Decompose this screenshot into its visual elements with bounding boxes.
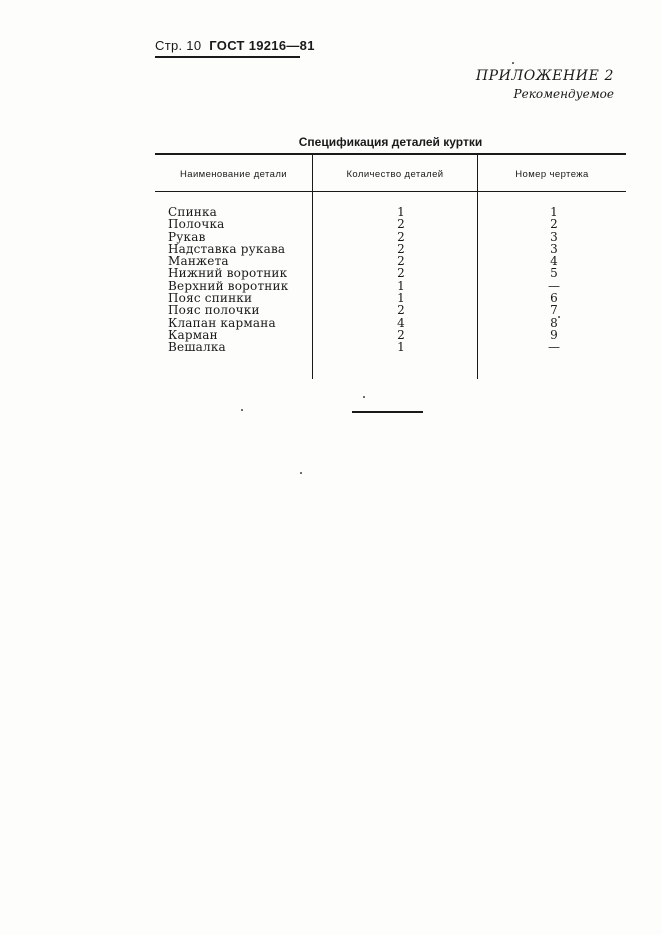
drawing-number: — [548, 340, 560, 355]
part-name: Вешалка [168, 340, 226, 355]
part-quantity: 2 [397, 303, 405, 318]
part-quantity: 4 [397, 315, 405, 330]
part-quantity: 1 [397, 291, 405, 306]
drawing-number: 3 [550, 241, 558, 256]
scan-speck [512, 62, 514, 64]
part-quantity: 2 [397, 327, 405, 342]
column-header-name: Наименование детали [180, 169, 287, 180]
part-quantity: 2 [397, 266, 405, 281]
drawing-number: 9 [550, 327, 558, 342]
part-name: Карман [168, 327, 218, 342]
part-quantity: 1 [397, 278, 405, 293]
table-row [155, 218, 626, 230]
drawing-number: 7 [550, 303, 558, 318]
part-name: Верхний воротник [168, 278, 289, 293]
drawing-number: 6 [550, 291, 558, 306]
part-name: Пояс спинки [168, 291, 253, 306]
table-body [155, 206, 626, 354]
part-name: Нижний воротник [168, 266, 288, 281]
standard-code: ГОСТ 19216—81 [209, 38, 315, 53]
part-name: Рукав [168, 229, 206, 244]
specification-table [155, 153, 626, 379]
part-name: Пояс полочки [168, 303, 260, 318]
drawing-number: 4 [550, 254, 558, 269]
scan-speck [241, 409, 243, 411]
drawing-number: 8 [550, 315, 558, 330]
page-header [155, 38, 315, 53]
part-name: Надставка рукава [168, 241, 286, 256]
table-title: Спецификация деталей куртки [298, 135, 483, 149]
table-header-rule [155, 191, 626, 192]
part-quantity: 2 [397, 241, 405, 256]
part-quantity: 2 [397, 217, 405, 232]
drawing-number: 2 [550, 217, 558, 232]
part-name: Полочка [168, 217, 225, 232]
page-number: Стр. 10 [155, 38, 202, 53]
table-row [155, 267, 626, 279]
appendix-subtitle: Рекомендуемое [513, 87, 614, 101]
scan-speck [558, 316, 560, 318]
appendix-title: ПРИЛОЖЕНИЕ 2 [475, 68, 614, 84]
end-of-section-rule [352, 411, 423, 413]
part-name: Манжета [168, 254, 229, 269]
column-header-drawing: Номер чертежа [515, 169, 589, 180]
scan-speck [300, 472, 302, 474]
part-name: Спинка [168, 205, 218, 219]
drawing-number: 1 [550, 205, 558, 219]
scan-speck [363, 396, 365, 398]
column-header-quantity: Количество деталей [346, 169, 444, 180]
part-name: Клапан кармана [168, 315, 276, 330]
table-top-rule [155, 153, 626, 155]
part-quantity: 1 [397, 340, 405, 355]
table-row [155, 304, 626, 316]
drawing-number: — [548, 278, 560, 293]
drawing-number: 5 [550, 266, 558, 281]
table-row [155, 341, 626, 353]
part-quantity: 2 [397, 254, 405, 269]
appendix-label [476, 68, 614, 101]
header-underline [155, 56, 300, 58]
drawing-number: 3 [550, 229, 558, 244]
part-quantity: 1 [397, 205, 405, 219]
part-quantity: 2 [397, 229, 405, 244]
